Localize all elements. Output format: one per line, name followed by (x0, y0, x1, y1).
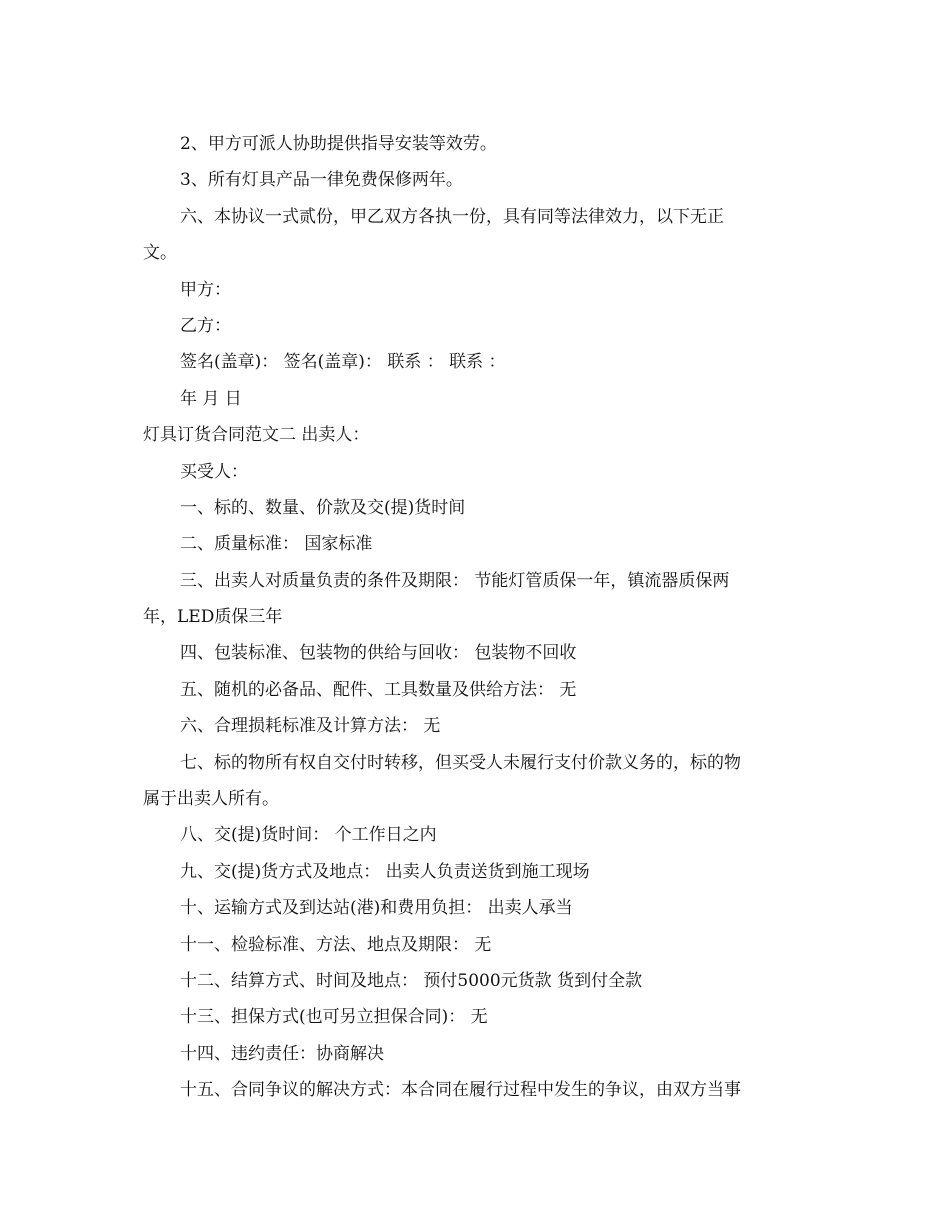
paragraph-line: 文。 (143, 243, 177, 264)
clause-line: 一、标的、数量、价款及交(提)货时间 (180, 497, 466, 518)
paragraph-line: 2、甲方可派人协助提供指导安装等效劳。 (180, 134, 497, 154)
clause-line: 二、质量标准： 国家标准 (180, 534, 373, 555)
clause-line: 年，LED质保三年 (143, 607, 283, 628)
signature-line: 签名(盖章)： 签名(盖章)： 联系 ： 联系 ： (180, 352, 506, 373)
document-body (143, 126, 803, 1109)
paragraph-line: 六、本协议一式贰份，甲乙双方各执一份，具有同等法律效力，以下无正 (180, 206, 724, 227)
clause-line: 六、合理损耗标准及计算方法： 无 (180, 716, 441, 737)
clause-line: 四、包装标准、包装物的供给与回收： 包装物不回收 (180, 643, 577, 664)
buyer-label: 买受人： (180, 461, 248, 482)
clause-line: 九、交(提)货方式及地点： 出卖人负责送货到施工现场 (180, 861, 590, 882)
clause-line: 十三、担保方式(也可另立担保合同)： 无 (180, 1007, 488, 1028)
clause-line: 十一、检验标准、方法、地点及期限： 无 (180, 934, 492, 955)
clause-line: 八、交(提)货时间： 个工作日之内 (180, 825, 437, 846)
party-a-label: 甲方： (180, 279, 231, 300)
party-b-label: 乙方： (180, 315, 231, 336)
clause-line: 十五、合同争议的解决方式：本合同在履行过程中发生的争议，由双方当事 (180, 1080, 741, 1101)
date-line: 年 月 日 (180, 388, 242, 409)
clause-line: 十二、结算方式、时间及地点： 预付5000元货款 货到付全款 (180, 970, 643, 991)
clause-line: 五、随机的必备品、配件、工具数量及供给方法： 无 (180, 679, 577, 700)
clause-line: 七、标的物所有权自交付时转移，但买受人未履行支付价款义务的，标的物 (180, 752, 741, 773)
clause-line: 十四、违约责任：协商解决 (180, 1043, 384, 1064)
clause-line: 属于出卖人所有。 (143, 789, 279, 810)
paragraph-line: 3、所有灯具产品一律免费保修两年。 (180, 170, 463, 191)
clause-line: 三、出卖人对质量负责的条件及期限： 节能灯管质保一年，镇流器质保两 (180, 570, 730, 591)
clause-line: 十、运输方式及到达站(港)和费用负担： 出卖人承当 (180, 898, 573, 919)
section-heading: 灯具订货合同范文二 出卖人： (143, 425, 370, 446)
